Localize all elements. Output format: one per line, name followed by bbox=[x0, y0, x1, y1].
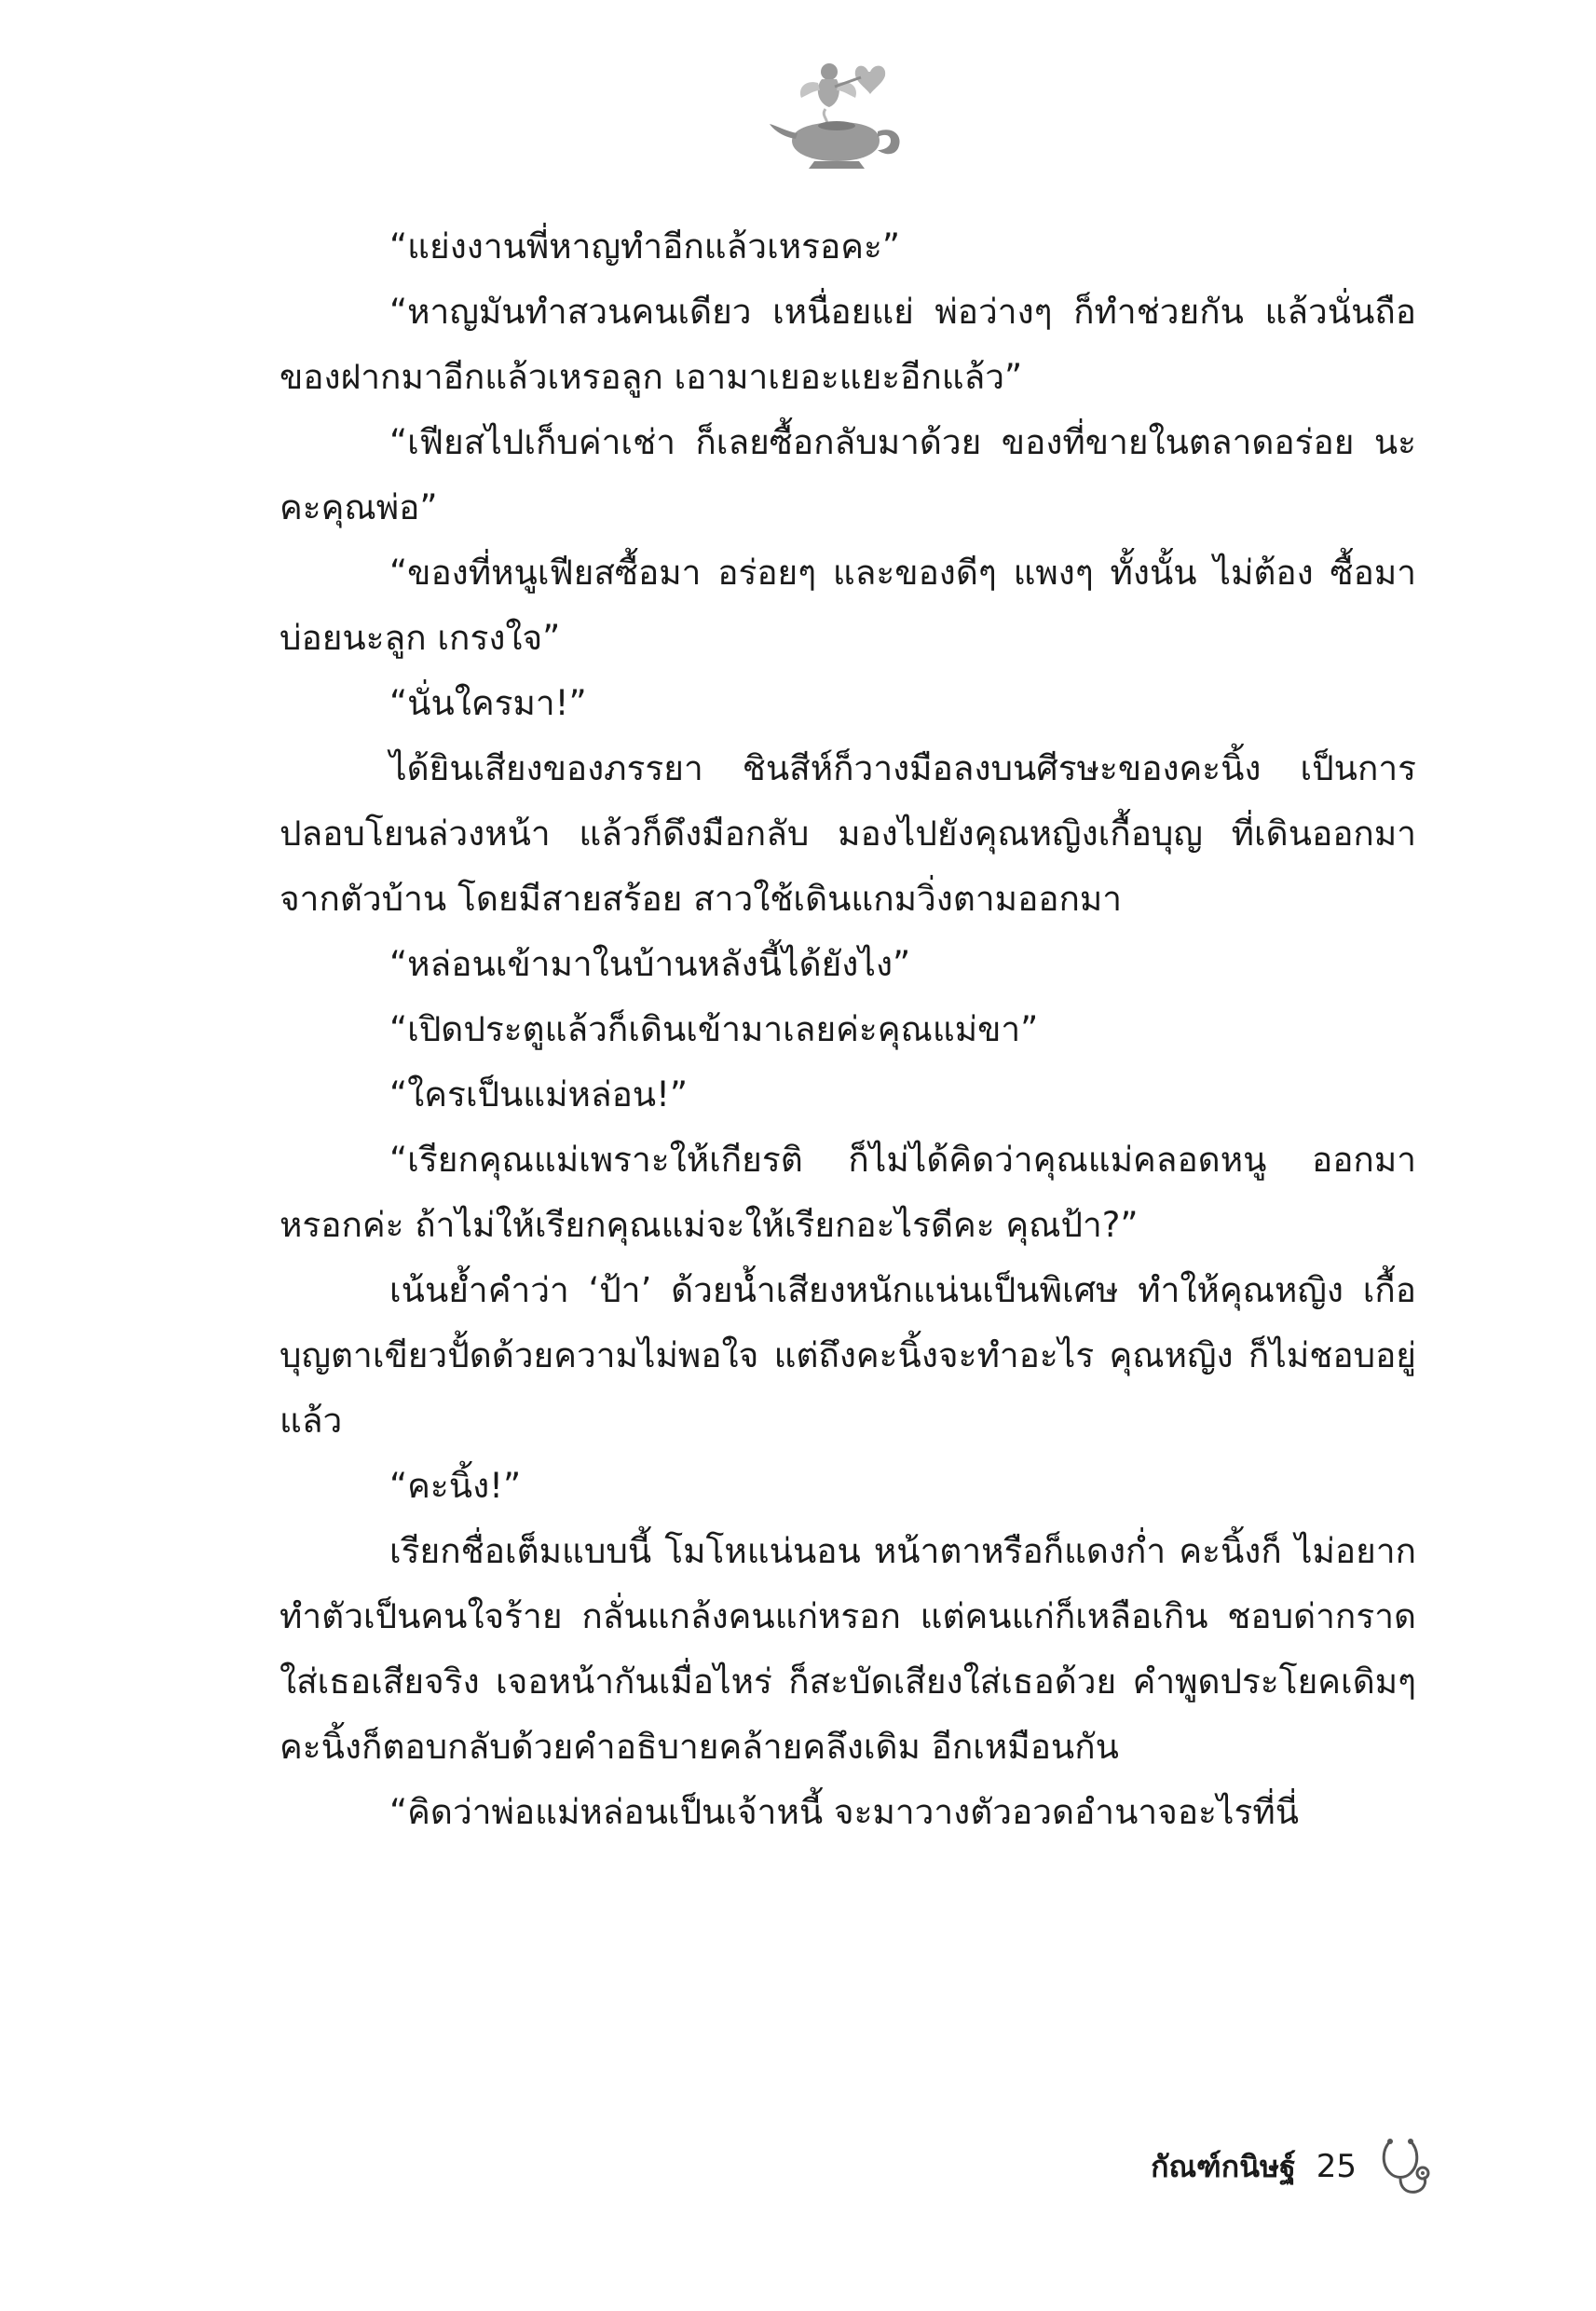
paragraph: “เปิดประตูแล้วก็เดินเข้ามาเลยค่ะคุณแม่ขา” bbox=[389, 1009, 1039, 1049]
paragraph: “เรียกคุณแม่เพราะให้เกียรติ ก็ไม่ได้คิดว่าคุณแม่คลอดหนู ออกมาหรอกค่ะ ถ้าไม่ให้เรียกคุณแม่จะให้เรียกอะไรดีคะ คุณป้า?” bbox=[280, 1140, 1416, 1245]
stethoscope-icon bbox=[1377, 2136, 1433, 2197]
cupid-teapot-ornament-icon bbox=[764, 51, 913, 172]
paragraph: เน้นย้ำคำว่า ‘ป้า’ ด้วยน้ำเสียงหนักแน่นเป็นพิเศษ ทำให้คุณหญิง เกื้อบุญตาเขียวปั้ดด้วยความไม่พอใจ แต่ถึงคะนิ้งจะทำอะไร คุณหญิง ก็ไม่ชอบอยู่แล้ว bbox=[280, 1270, 1416, 1441]
paragraph: “คิดว่าพ่อแม่หล่อนเป็นเจ้าหนี้ จะมาวางตัวอวดอำนาจอะไรที่นี่ bbox=[389, 1792, 1300, 1832]
paragraph: ได้ยินเสียงของภรรยา ชินสีห์ก็วางมือลงบนศีรษะของคะนิ้ง เป็นการปลอบโยนล่วงหน้า แล้วก็ดึงมือกลับ มองไปยังคุณหญิงเกื้อบุญ ที่เดินออกมาจากตัวบ้าน โดยมีสายสร้อย สาวใช้เดินแกมวิ่งตามออกมา bbox=[280, 748, 1416, 919]
paragraph: “หาญมันทำสวนคนเดียว เหนื่อยแย่ พ่อว่างๆ ก็ทำช่วยกัน แล้วนั่นถือของฝากมาอีกแล้วเหรอลูก เอามาเยอะแยะอีกแล้ว” bbox=[280, 292, 1416, 397]
paragraph: “หล่อนเข้ามาในบ้านหลังนี้ได้ยังไง” bbox=[389, 944, 911, 984]
book-title: กัณฑ์กนิษฐ์ bbox=[1151, 2148, 1296, 2184]
paragraph: “ใครเป็นแม่หล่อน!” bbox=[389, 1074, 689, 1114]
body-text bbox=[280, 214, 1416, 1845]
paragraph: “คะนิ้ง!” bbox=[389, 1466, 522, 1506]
paragraph: “ของที่หนูเฟียสซื้อมา อร่อยๆ และของดีๆ แพงๆ ทั้งนั้น ไม่ต้อง ซื้อมาบ่อยนะลูก เกรงใจ” bbox=[280, 553, 1416, 658]
paragraph: “แย่งงานพี่หาญทำอีกแล้วเหรอคะ” bbox=[389, 226, 900, 267]
page-number: 25 bbox=[1316, 2148, 1357, 2185]
paragraph: เรียกชื่อเต็มแบบนี้ โมโหแน่นอน หน้าตาหรือก็แดงก่ำ คะนิ้งก็ ไม่อยากทำตัวเป็นคนใจร้าย กลั่นแกล้งคนแก่หรอก แต่คนแก่ก็เหลือเกิน ชอบด่ากราดใส่เธอเสียจริง เจอหน้ากันเมื่อไหร่ ก็สะบัดเสียงใส่เธอด้วย คำพูดประโยคเดิมๆ คะนิ้งก็ตอบกลับด้วยคำอธิบายคล้ายคลึงเดิม อีกเหมือนกัน bbox=[280, 1531, 1416, 1767]
page-footer bbox=[1151, 2134, 1433, 2199]
paragraph: “นั่นใครมา!” bbox=[389, 683, 587, 723]
paragraph: “เฟียสไปเก็บค่าเช่า ก็เลยซื้อกลับมาด้วย ของที่ขายในตลาดอร่อย นะคะคุณพ่อ” bbox=[280, 422, 1416, 527]
